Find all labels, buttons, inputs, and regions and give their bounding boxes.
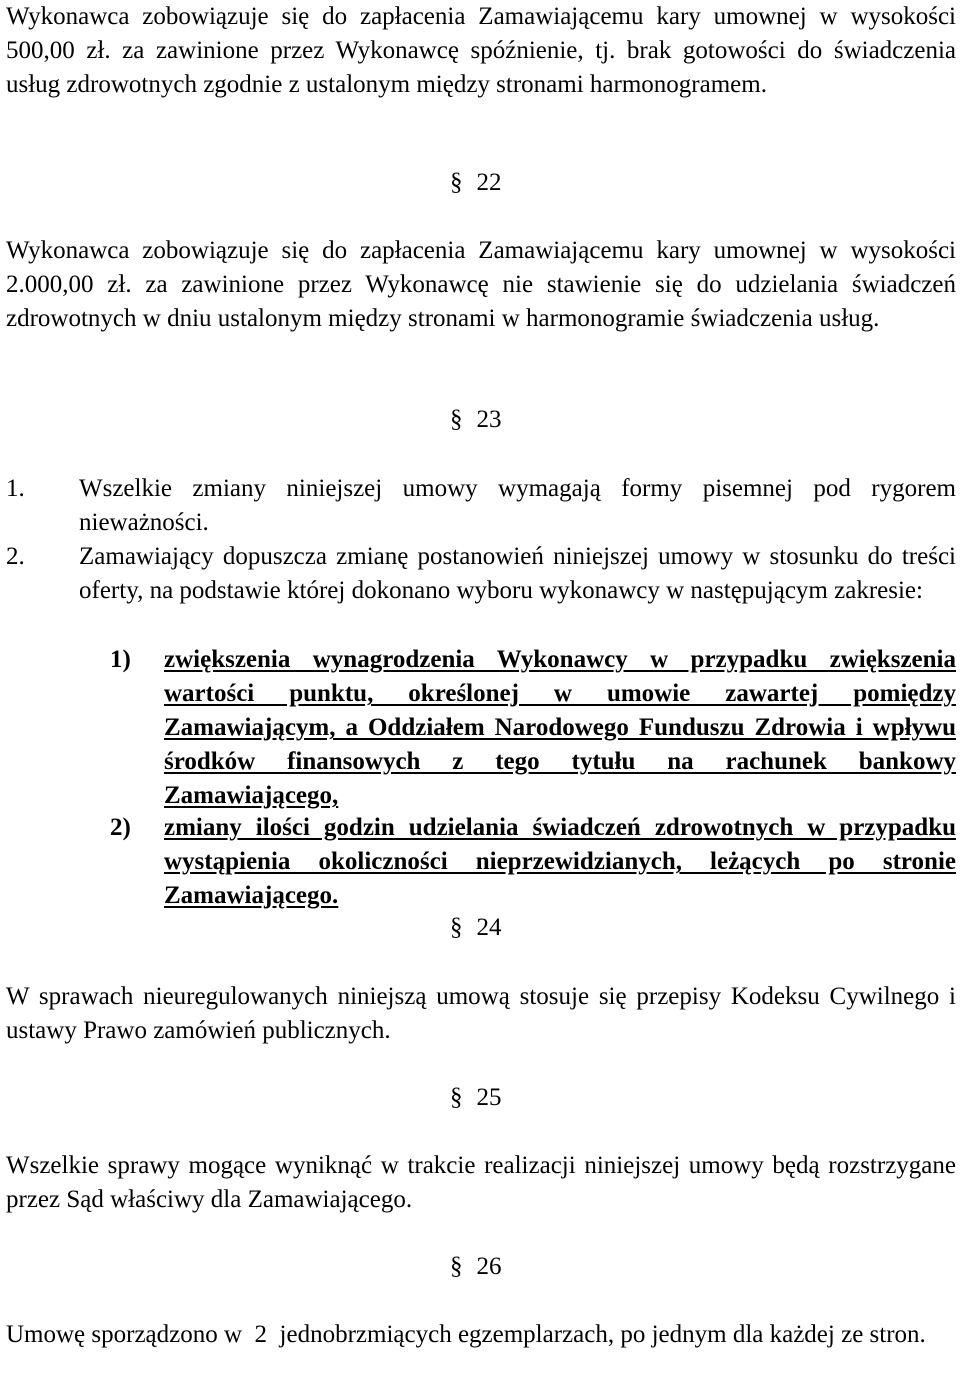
section-number: 24 — [476, 914, 502, 941]
section-heading-26 — [450, 1250, 502, 1284]
list-item-text: Wszelkie zmiany niniejszej umowy wymagają formy pisemnej pod rygorem nieważności. — [79, 475, 956, 536]
section-heading-24 — [450, 911, 502, 945]
sub-item-text: zwiększenia wynagrodzenia Wykonawcy w przypadku zwiększenia wartości punktu, określonej w umowie zawartej pomiędzy Zamawiającym, a Oddziałem Narodowego Funduszu Zdrowia i wpływu środków finansowych z tego tytułu na rachunek bankowy Zamawiającego, — [164, 646, 956, 809]
section-symbol: § — [450, 914, 463, 941]
sub-item-number: 1) — [110, 646, 131, 673]
section-number: 22 — [476, 169, 502, 196]
section-symbol: § — [450, 1253, 463, 1280]
paragraph-section-25: Wszelkie sprawy mogące wyniknąć w trakcie realizacji niniejszej umowy będą rozstrzygane przez Sąd właściwy dla Zamawiającego. — [6, 1152, 956, 1213]
list-item-text: Zamawiający dopuszcza zmianę postanowień niniejszej umowy w stosunku do treści oferty, na podstawie której dokonano wyboru wykonawcy w następującym zakresie: — [79, 543, 956, 604]
paragraph-section-26: Umowę sporządzono w 2 jednobrzmiących egzemplarzach, po jednym dla każdej ze stron. — [6, 1321, 926, 1348]
section-symbol: § — [450, 1084, 463, 1111]
section-number: 25 — [476, 1084, 502, 1111]
section-heading-25 — [450, 1081, 502, 1115]
section-number: 23 — [476, 406, 502, 433]
paragraph-section-22: Wykonawca zobowiązuje się do zapłacenia Zamawiającemu kary umownej w wysokości 2.000,00 zł. za zawinione przez Wykonawcę nie stawienie się do udzielania świadczeń zdrowotnych w dniu ustalonym między stronami w harmonogramie świadczenia usług. — [6, 237, 956, 332]
paragraph-section-24: W sprawach nieuregulowanych niniejszą umową stosuje się przepisy Kodeksu Cywilnego i ustawy Prawo zamówień publicznych. — [6, 983, 956, 1044]
sub-item-text: zmiany ilości godzin udzielania świadczeń zdrowotnych w przypadku wystąpienia okoliczności nieprzewidzianych, leżących po stronie Zamawiającego. — [164, 814, 956, 909]
paragraph-delay-penalty: Wykonawca zobowiązuje się do zapłacenia Zamawiającemu kary umownej w wysokości 500,00 zł. za zawinione przez Wykonawcę spóźnienie, tj. brak gotowości do świadczenia usług zdrowotnych zgodnie z ustalonym między stronami harmonogramem. — [6, 3, 956, 98]
section-number: 26 — [476, 1253, 502, 1280]
list-item-number: 1. — [6, 475, 25, 502]
section-symbol: § — [450, 406, 463, 433]
section-heading-22 — [450, 166, 502, 200]
list-item-number: 2. — [6, 543, 25, 570]
section-symbol: § — [450, 169, 463, 196]
section-heading-23 — [450, 403, 502, 437]
sub-item-number: 2) — [110, 814, 131, 841]
